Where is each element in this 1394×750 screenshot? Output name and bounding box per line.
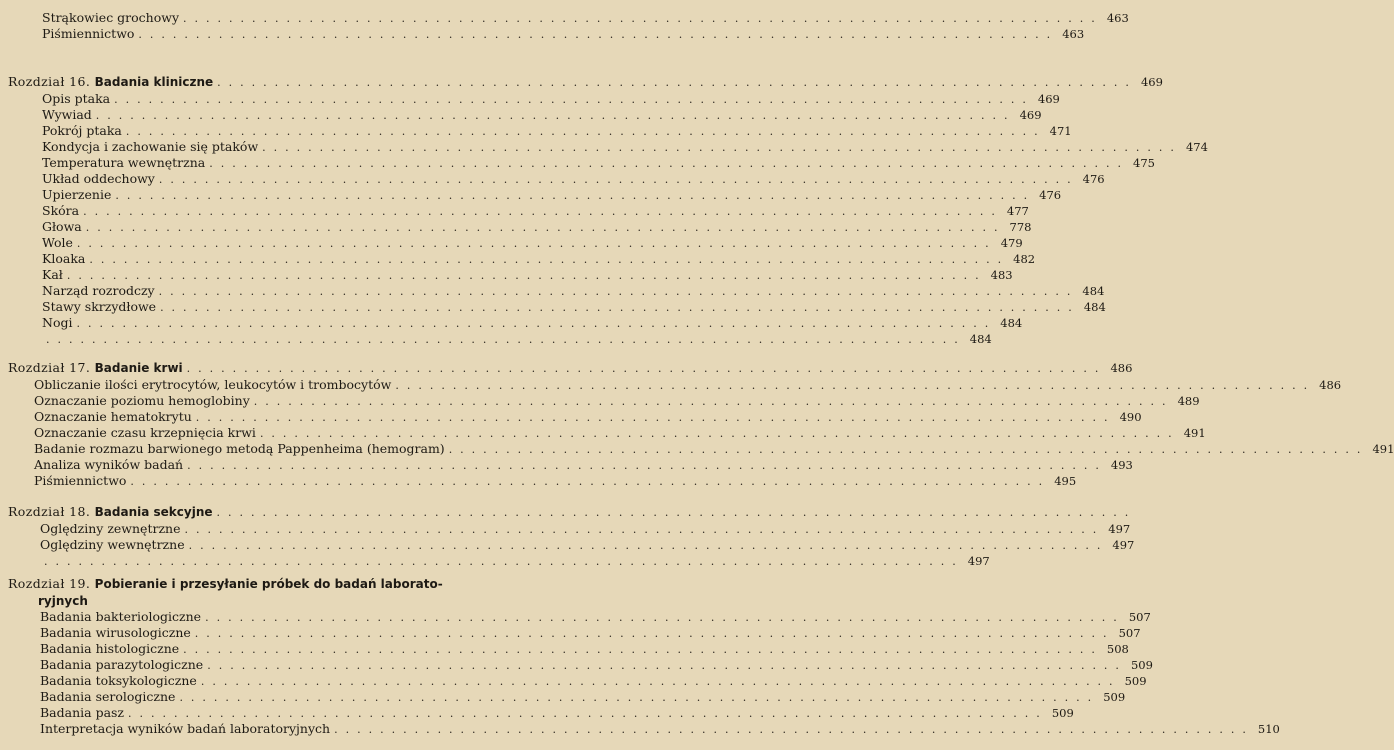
- toc-entry[interactable]: [40, 537, 1135, 553]
- chapter-heading[interactable]: [8, 360, 1133, 376]
- toc-entry-label: Wole: [42, 235, 73, 250]
- dot-leader: ................................................................................: [195, 411, 1116, 424]
- toc-entry[interactable]: [40, 641, 1129, 657]
- toc-entry-page-number: 490: [1119, 410, 1142, 424]
- toc-entry-page-number: 507: [1128, 610, 1151, 624]
- toc-entry[interactable]: [42, 283, 1105, 299]
- toc-entry-label: Badania wirusologiczne: [40, 625, 191, 640]
- toc-entry-label: Stawy skrzydłowe: [42, 299, 157, 314]
- toc-entry-label: Temperatura wewnętrzna: [42, 155, 206, 170]
- toc-entry[interactable]: [42, 26, 1085, 42]
- toc-entry[interactable]: [42, 315, 1023, 331]
- toc-entry-page-number: 484: [1083, 300, 1106, 314]
- toc-entry-page-number: 477: [1006, 204, 1029, 218]
- toc-entry[interactable]: [34, 457, 1133, 473]
- toc-entry[interactable]: [42, 235, 1023, 251]
- toc-entry-page-number: 507: [1118, 626, 1141, 640]
- dot-leader: ................................................................................: [194, 627, 1115, 640]
- dot-leader: ................................................................................: [130, 475, 1051, 488]
- dot-leader: ................................................................................: [158, 285, 1079, 298]
- dot-leader: ................................................................................: [183, 643, 1103, 656]
- toc-entry-label: Głowa: [42, 219, 82, 234]
- dot-leader: ................................................................................: [262, 141, 1182, 154]
- dot-leader: ................................................................................: [85, 221, 1006, 234]
- dot-leader: ................................................................................: [138, 28, 1059, 41]
- toc-entry[interactable]: [40, 553, 990, 569]
- toc-entry[interactable]: [34, 393, 1200, 409]
- toc-entry-page-number: 497: [967, 554, 990, 568]
- chapter-label: [8, 504, 213, 520]
- dot-leader: ................................................................................: [125, 125, 1046, 138]
- toc-entry-page-number: 476: [1082, 172, 1105, 186]
- toc-entry-page-number: 469: [1037, 92, 1060, 106]
- toc-entry[interactable]: [42, 155, 1155, 171]
- dot-leader: ................................................................................: [200, 675, 1121, 688]
- toc-entry-label: Oględziny wewnętrzne: [40, 537, 185, 552]
- toc-entry-label: Badania toksykologiczne: [40, 673, 197, 688]
- dot-leader: ................................................................................: [209, 157, 1129, 170]
- chapter-heading[interactable]: [8, 74, 1163, 90]
- toc-entry[interactable]: [42, 267, 1013, 283]
- toc-entry-page-number: 495: [1054, 474, 1077, 488]
- toc-entry-page-number: 497: [1108, 522, 1131, 536]
- toc-entry-label: Badania parazytologiczne: [40, 657, 204, 672]
- dot-leader: ................................................................................: [205, 611, 1125, 624]
- toc-entry[interactable]: [40, 705, 1074, 721]
- toc-entry-page-number: 482: [1013, 252, 1036, 266]
- toc-entry-page-number: 484: [1000, 316, 1023, 330]
- chapter-number: Rozdział 18.: [8, 504, 91, 519]
- toc-entry[interactable]: [34, 425, 1206, 441]
- toc-entry[interactable]: [40, 657, 1153, 673]
- toc-entry-page-number: 508: [1106, 642, 1129, 656]
- chapter-number: Rozdział 19.: [8, 576, 91, 591]
- toc-entry-label: Oględziny zewnętrzne: [40, 521, 181, 536]
- toc-entry-label: Skóra: [42, 203, 80, 218]
- toc-entry-label: Kloaka: [42, 251, 86, 266]
- toc-entry-page-number: 509: [1051, 706, 1074, 720]
- toc-entry[interactable]: [42, 219, 1032, 235]
- dot-leader: ................................................................................: [128, 707, 1048, 720]
- dot-leader: ................................................................................: [217, 76, 1137, 89]
- dot-leader: ................................................................................: [448, 443, 1369, 456]
- chapter-title: Pobieranie i przesyłanie próbek do badań laborato-: [94, 577, 443, 591]
- toc-entry[interactable]: [40, 689, 1126, 705]
- toc-entry-label: Badania bakteriologiczne: [40, 609, 202, 624]
- dot-leader: ................................................................................: [187, 459, 1107, 472]
- toc-entry-label: Narząd rozrodczy: [42, 283, 155, 298]
- dot-leader: ................................................................................: [334, 723, 1254, 736]
- chapter-title: Badania kliniczne: [94, 75, 214, 89]
- toc-entry-page-number: 483: [990, 268, 1013, 282]
- dot-leader: ................................................................................: [259, 427, 1180, 440]
- toc-entry-page-number: 489: [1177, 394, 1200, 408]
- dot-leader: ................................................................................: [83, 205, 1003, 218]
- toc-entry-label: Kał: [42, 267, 63, 282]
- toc-entry-label: Kondycja i zachowanie się ptaków: [42, 139, 259, 154]
- toc-entry[interactable]: [42, 139, 1208, 155]
- dot-leader: ................................................................................: [76, 317, 997, 330]
- dot-leader: ................................................................................: [158, 173, 1079, 186]
- toc-entry[interactable]: [42, 107, 1042, 123]
- toc-entry-label: Piśmiennictwo: [42, 26, 135, 41]
- toc-entry[interactable]: [34, 409, 1142, 425]
- toc-entry[interactable]: [42, 91, 1060, 107]
- toc-entry[interactable]: [34, 377, 1342, 393]
- dot-leader: ................................................................................: [89, 253, 1010, 266]
- toc-entry-label: Analiza wyników badań: [34, 457, 184, 472]
- toc-entry[interactable]: [42, 171, 1105, 187]
- toc-entry-label: Badania pasz: [40, 705, 125, 720]
- toc-entry[interactable]: [34, 473, 1077, 489]
- chapter-label: [8, 576, 443, 592]
- toc-entry[interactable]: [40, 673, 1147, 689]
- toc-entry-page-number: 497: [1112, 538, 1135, 552]
- dot-leader: ................................................................................: [160, 301, 1080, 314]
- toc-entry-page-number: 474: [1185, 140, 1208, 154]
- toc-entry-page-number: 509: [1130, 658, 1153, 672]
- dot-leader: ................................................................................: [44, 555, 964, 568]
- toc-entry-label: Oznaczanie hematokrytu: [34, 409, 192, 424]
- toc-entry-label: Pokrój ptaka: [42, 123, 122, 138]
- toc-entry-label: Badania serologiczne: [40, 689, 176, 704]
- toc-entry-label: Nogi: [42, 315, 73, 330]
- toc-entry[interactable]: [42, 203, 1029, 219]
- toc-entry[interactable]: [40, 721, 1280, 737]
- toc-entry[interactable]: [40, 521, 1131, 537]
- toc-entry[interactable]: [42, 187, 1062, 203]
- chapter-label: [8, 74, 213, 90]
- toc-entry-label: Interpretacja wyników badań laboratoryjnych: [40, 721, 331, 736]
- chapter-heading[interactable]: [8, 576, 496, 592]
- dot-leader: ................................................................................: [216, 506, 1137, 519]
- toc-entry-page-number: 475: [1133, 156, 1155, 170]
- chapter-title: Badania sekcyjne: [94, 505, 213, 519]
- toc-entry-page-number: 491: [1183, 426, 1206, 440]
- dot-leader: ................................................................................: [188, 539, 1109, 552]
- dot-leader: ................................................................................: [179, 691, 1100, 704]
- chapter-heading[interactable]: [8, 504, 1137, 520]
- dot-leader: ................................................................................: [207, 659, 1127, 672]
- chapter-number: Rozdział 17.: [8, 360, 91, 375]
- toc-entry-page-number: 509: [1103, 690, 1126, 704]
- dot-leader: ................................................................................: [253, 395, 1174, 408]
- dot-leader: ................................................................................: [395, 379, 1316, 392]
- dot-leader: ................................................................................: [114, 93, 1034, 106]
- toc-entry-label: Oznaczanie czasu krzepnięcia krwi: [34, 425, 256, 440]
- toc-entry-page-number: 476: [1039, 188, 1062, 202]
- toc-entry-page-number: 471: [1049, 124, 1072, 138]
- chapter-title-continuation: ryjnych: [38, 594, 88, 608]
- toc-entry-page-number: 486: [1319, 378, 1342, 392]
- toc-entry-page-number: 484: [1082, 284, 1105, 298]
- toc-entry[interactable]: [42, 331, 992, 347]
- toc-entry-label: Opis ptaka: [42, 91, 111, 106]
- toc-entry[interactable]: [42, 123, 1072, 139]
- toc-entry-page-number: 491: [1372, 442, 1394, 456]
- dot-leader: ................................................................................: [76, 237, 997, 250]
- toc-entry[interactable]: [40, 625, 1141, 641]
- chapter-page-number: 486: [1110, 361, 1133, 375]
- toc-entry-page-number: 510: [1257, 722, 1280, 736]
- toc-entry-label: Piśmiennictwo: [34, 473, 127, 488]
- toc-entry-label: Strąkowiec grochowy: [42, 10, 180, 25]
- toc-entry-label: Badania histologiczne: [40, 641, 180, 656]
- toc-entry-label: Oznaczanie poziomu hemoglobiny: [34, 393, 250, 408]
- chapter-page-number: 469: [1140, 75, 1163, 89]
- toc-entry-page-number: 479: [1000, 236, 1023, 250]
- toc-entry-page-number: 493: [1110, 458, 1133, 472]
- toc-entry-page-number: 778: [1009, 220, 1032, 234]
- dot-leader: ................................................................................: [115, 189, 1036, 202]
- toc-entry-page-number: 463: [1106, 11, 1129, 25]
- dot-leader: ................................................................................: [183, 12, 1103, 25]
- toc-entry-page-number: 484: [969, 332, 992, 346]
- toc-entry[interactable]: [34, 441, 1394, 457]
- toc-entry-label: Upierzenie: [42, 187, 112, 202]
- toc-entry[interactable]: [42, 251, 1036, 267]
- chapter-label: [8, 360, 183, 376]
- toc-entry[interactable]: [42, 10, 1129, 26]
- dot-leader: ................................................................................: [184, 523, 1105, 536]
- toc-entry-label: Wywiad: [42, 107, 92, 122]
- toc-entry[interactable]: [40, 609, 1151, 625]
- toc-entry-page-number: 469: [1019, 108, 1042, 122]
- toc-entry-page-number: 509: [1124, 674, 1147, 688]
- dot-leader: ................................................................................: [95, 109, 1016, 122]
- dot-leader: ................................................................................: [186, 362, 1107, 375]
- toc-entry-label: Obliczanie ilości erytrocytów, leukocytów i trombocytów: [34, 377, 392, 392]
- toc-entry-label: Układ oddechowy: [42, 171, 155, 186]
- chapter-number: Rozdział 16.: [8, 74, 91, 89]
- dot-leader: ................................................................................: [46, 333, 966, 346]
- chapter-title: Badanie krwi: [94, 361, 183, 375]
- dot-leader: ................................................................................: [66, 269, 987, 282]
- toc-entry-page-number: 463: [1062, 27, 1085, 41]
- toc-entry[interactable]: [42, 299, 1106, 315]
- toc-entry-label: Badanie rozmazu barwionego metodą Pappenheima (hemogram): [34, 441, 445, 456]
